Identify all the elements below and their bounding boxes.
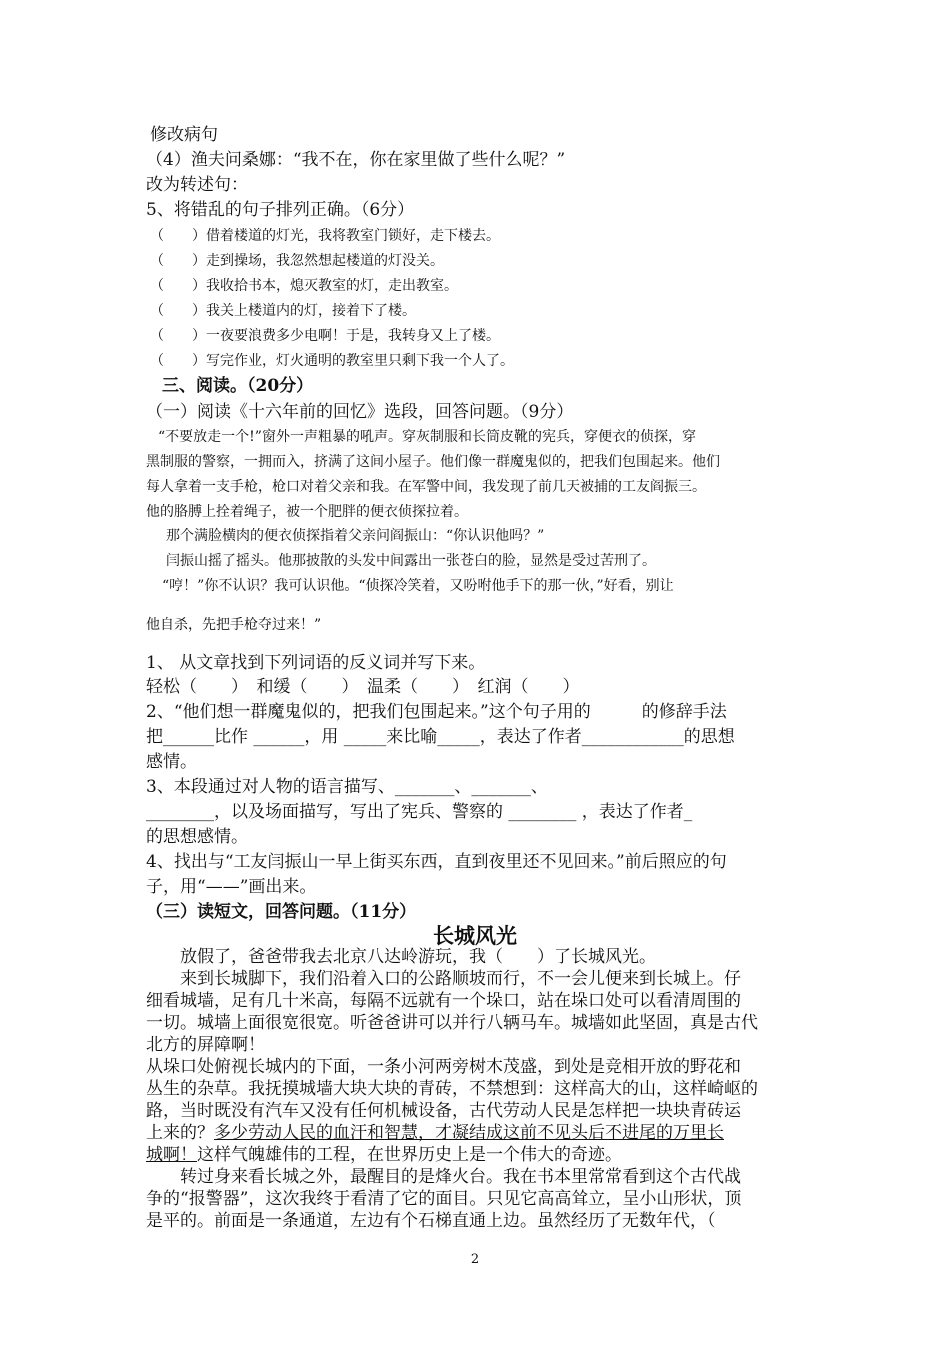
reading-1-title: （一）阅读《十六年前的回忆》选段，回答问题。（9分） bbox=[146, 402, 574, 422]
section-3-heading: 三、阅读。（20分） bbox=[162, 376, 314, 396]
passage-line: 黑制服的警察，一拥而入，挤满了这间小屋子。他们像一群魔鬼似的，把我们包围起来。他们 bbox=[146, 454, 720, 470]
passage-line: “哼！”你不认识？我可认识他。“侦探冷笑着，又吩咐他手下的那一伙，”好看，别让 bbox=[162, 578, 674, 594]
ordering-item: （ ）我收拾书本，熄灭教室的灯，走出教室。 bbox=[150, 278, 458, 294]
ordering-item: （ ）写完作业，灯火通明的教室里只剩下我一个人了。 bbox=[150, 353, 514, 369]
article-line: 一切。城墙上面很宽很宽。听爸爸讲可以并行八辆马车。城墙如此坚固，真是古代 bbox=[146, 1013, 758, 1033]
passage-line: 他自杀，先把手枪夺过来！” bbox=[146, 617, 322, 633]
passage-line: 那个满脸横肉的便衣侦探指着父亲问阎振山：“你认识他吗？” bbox=[166, 528, 545, 544]
passage-line: 每人拿着一支手枪，枪口对着父亲和我。在军警中间，我发现了前几天被捕的工友阎振三。 bbox=[146, 479, 706, 495]
passage-line: 闫振山摇了摇头。他那披散的头发中间露出一张苍白的脸，显然是受过苦刑了。 bbox=[166, 553, 656, 569]
question-2-line2: 把______比作 ______，用 _____来比喻_____，表达了作者____________的思想 bbox=[146, 727, 735, 747]
antonym-words: 轻松（ ） 和缓（ ） 温柔（ ） 红润（ ） bbox=[146, 677, 580, 697]
question-3-line3: 的思想感情。 bbox=[146, 827, 248, 847]
underlined-sentence: 城啊！ bbox=[146, 1145, 197, 1165]
question-5-title: 5、将错乱的句子排列正确。（6分） bbox=[146, 200, 415, 220]
article-line: 细看城墙，足有几十米高，每隔不远就有一个垛口，站在垛口处可以看清周围的 bbox=[146, 991, 741, 1011]
question-2-line3: 感情。 bbox=[146, 752, 197, 772]
question-4-line2: 子，用“——”画出来。 bbox=[146, 877, 317, 897]
question-4-line1: 4、找出与“工友闫振山一早上街买东西，直到夜里还不见回来。”前后照应的句 bbox=[146, 852, 727, 872]
article-text: 这样气魄雄伟的工程，在世界历史上是一个伟大的奇迹。 bbox=[197, 1145, 622, 1165]
article-line-underlined bbox=[146, 1122, 724, 1144]
ordering-item: （ ）走到操场，我忽然想起楼道的灯没关。 bbox=[150, 253, 444, 269]
article-line: 来到长城脚下，我们沿着入口的公路顺坡而行，不一会儿便来到长城上。仔 bbox=[146, 969, 741, 989]
revise-sentence-heading: 修改病句 bbox=[150, 125, 218, 145]
reading-3-heading: （三）读短文，回答问题。（11分） bbox=[146, 902, 417, 922]
question-2-line1: 2、“他们想一群魔鬼似的，把我们包围起来。”这个句子用的 的修辞手法 bbox=[146, 702, 727, 722]
indirect-speech-prompt: 改为转述句： bbox=[146, 175, 248, 195]
ordering-item: （ ）借着楼道的灯光，我将教室门锁好，走下楼去。 bbox=[150, 228, 500, 244]
ordering-item: （ ）我关上楼道内的灯，接着下了楼。 bbox=[150, 303, 416, 319]
question-3-line1: 3、本段通过对人物的语言描写、_______、_______、 bbox=[146, 777, 548, 797]
article-line: 从垛口处俯视长城内的下面，一条小河两旁树木茂盛，到处是竞相开放的野花和 bbox=[146, 1057, 741, 1077]
article-line: 北方的屏障啊！ bbox=[146, 1035, 265, 1055]
article-line-underlined bbox=[146, 1144, 622, 1166]
article-line: 路，当时既没有汽车又没有任何机械设备，古代劳动人民是怎样把一块块青砖运 bbox=[146, 1101, 741, 1121]
page-number: 2 bbox=[470, 1252, 480, 1267]
passage-line: 他的胳膊上拴着绳子，被一个肥胖的便衣侦探拉着。 bbox=[146, 504, 468, 520]
ordering-item: （ ）一夜要浪费多少电啊！于是，我转身又上了楼。 bbox=[150, 328, 500, 344]
passage-line: “不要放走一个!”窗外一声粗暴的吼声。穿灰制服和长筒皮靴的宪兵，穿便衣的侦探，穿 bbox=[158, 429, 696, 445]
article-line: 丛生的杂草。我抚摸城墙大块大块的青砖，不禁想到：这样高大的山，这样崎岖的 bbox=[146, 1079, 758, 1099]
article-title: 长城风光 bbox=[433, 925, 517, 948]
underlined-sentence: 多少劳动人民的血汗和智慧，才凝结成这前不见头后不进尾的万里长 bbox=[214, 1123, 724, 1143]
article-line: 争的“报警器”，这次我终于看清了它的面目。只见它高高耸立，呈小山形状，顶 bbox=[146, 1189, 742, 1209]
question-1: 1、 从文章找到下列词语的反义词并写下来。 bbox=[146, 653, 486, 673]
article-text: 上来的？ bbox=[146, 1123, 214, 1143]
question-3-line2: ________，以及场面描写，写出了宪兵、警察的 ________ ，表达了作者_ bbox=[146, 802, 693, 822]
article-line: 放假了，爸爸带我去北京八达岭游玩，我（ ）了长城风光。 bbox=[146, 947, 656, 967]
question-4-text: （4）渔夫问桑娜：“我不在，你在家里做了些什么呢？” bbox=[146, 150, 566, 170]
article-line: 是平的。前面是一条通道，左边有个石梯直通上边。虽然经历了无数年代，（ bbox=[146, 1211, 716, 1231]
article-line: 转过身来看长城之外，最醒目的是烽火台。我在书本里常常看到这个古代战 bbox=[146, 1167, 741, 1187]
